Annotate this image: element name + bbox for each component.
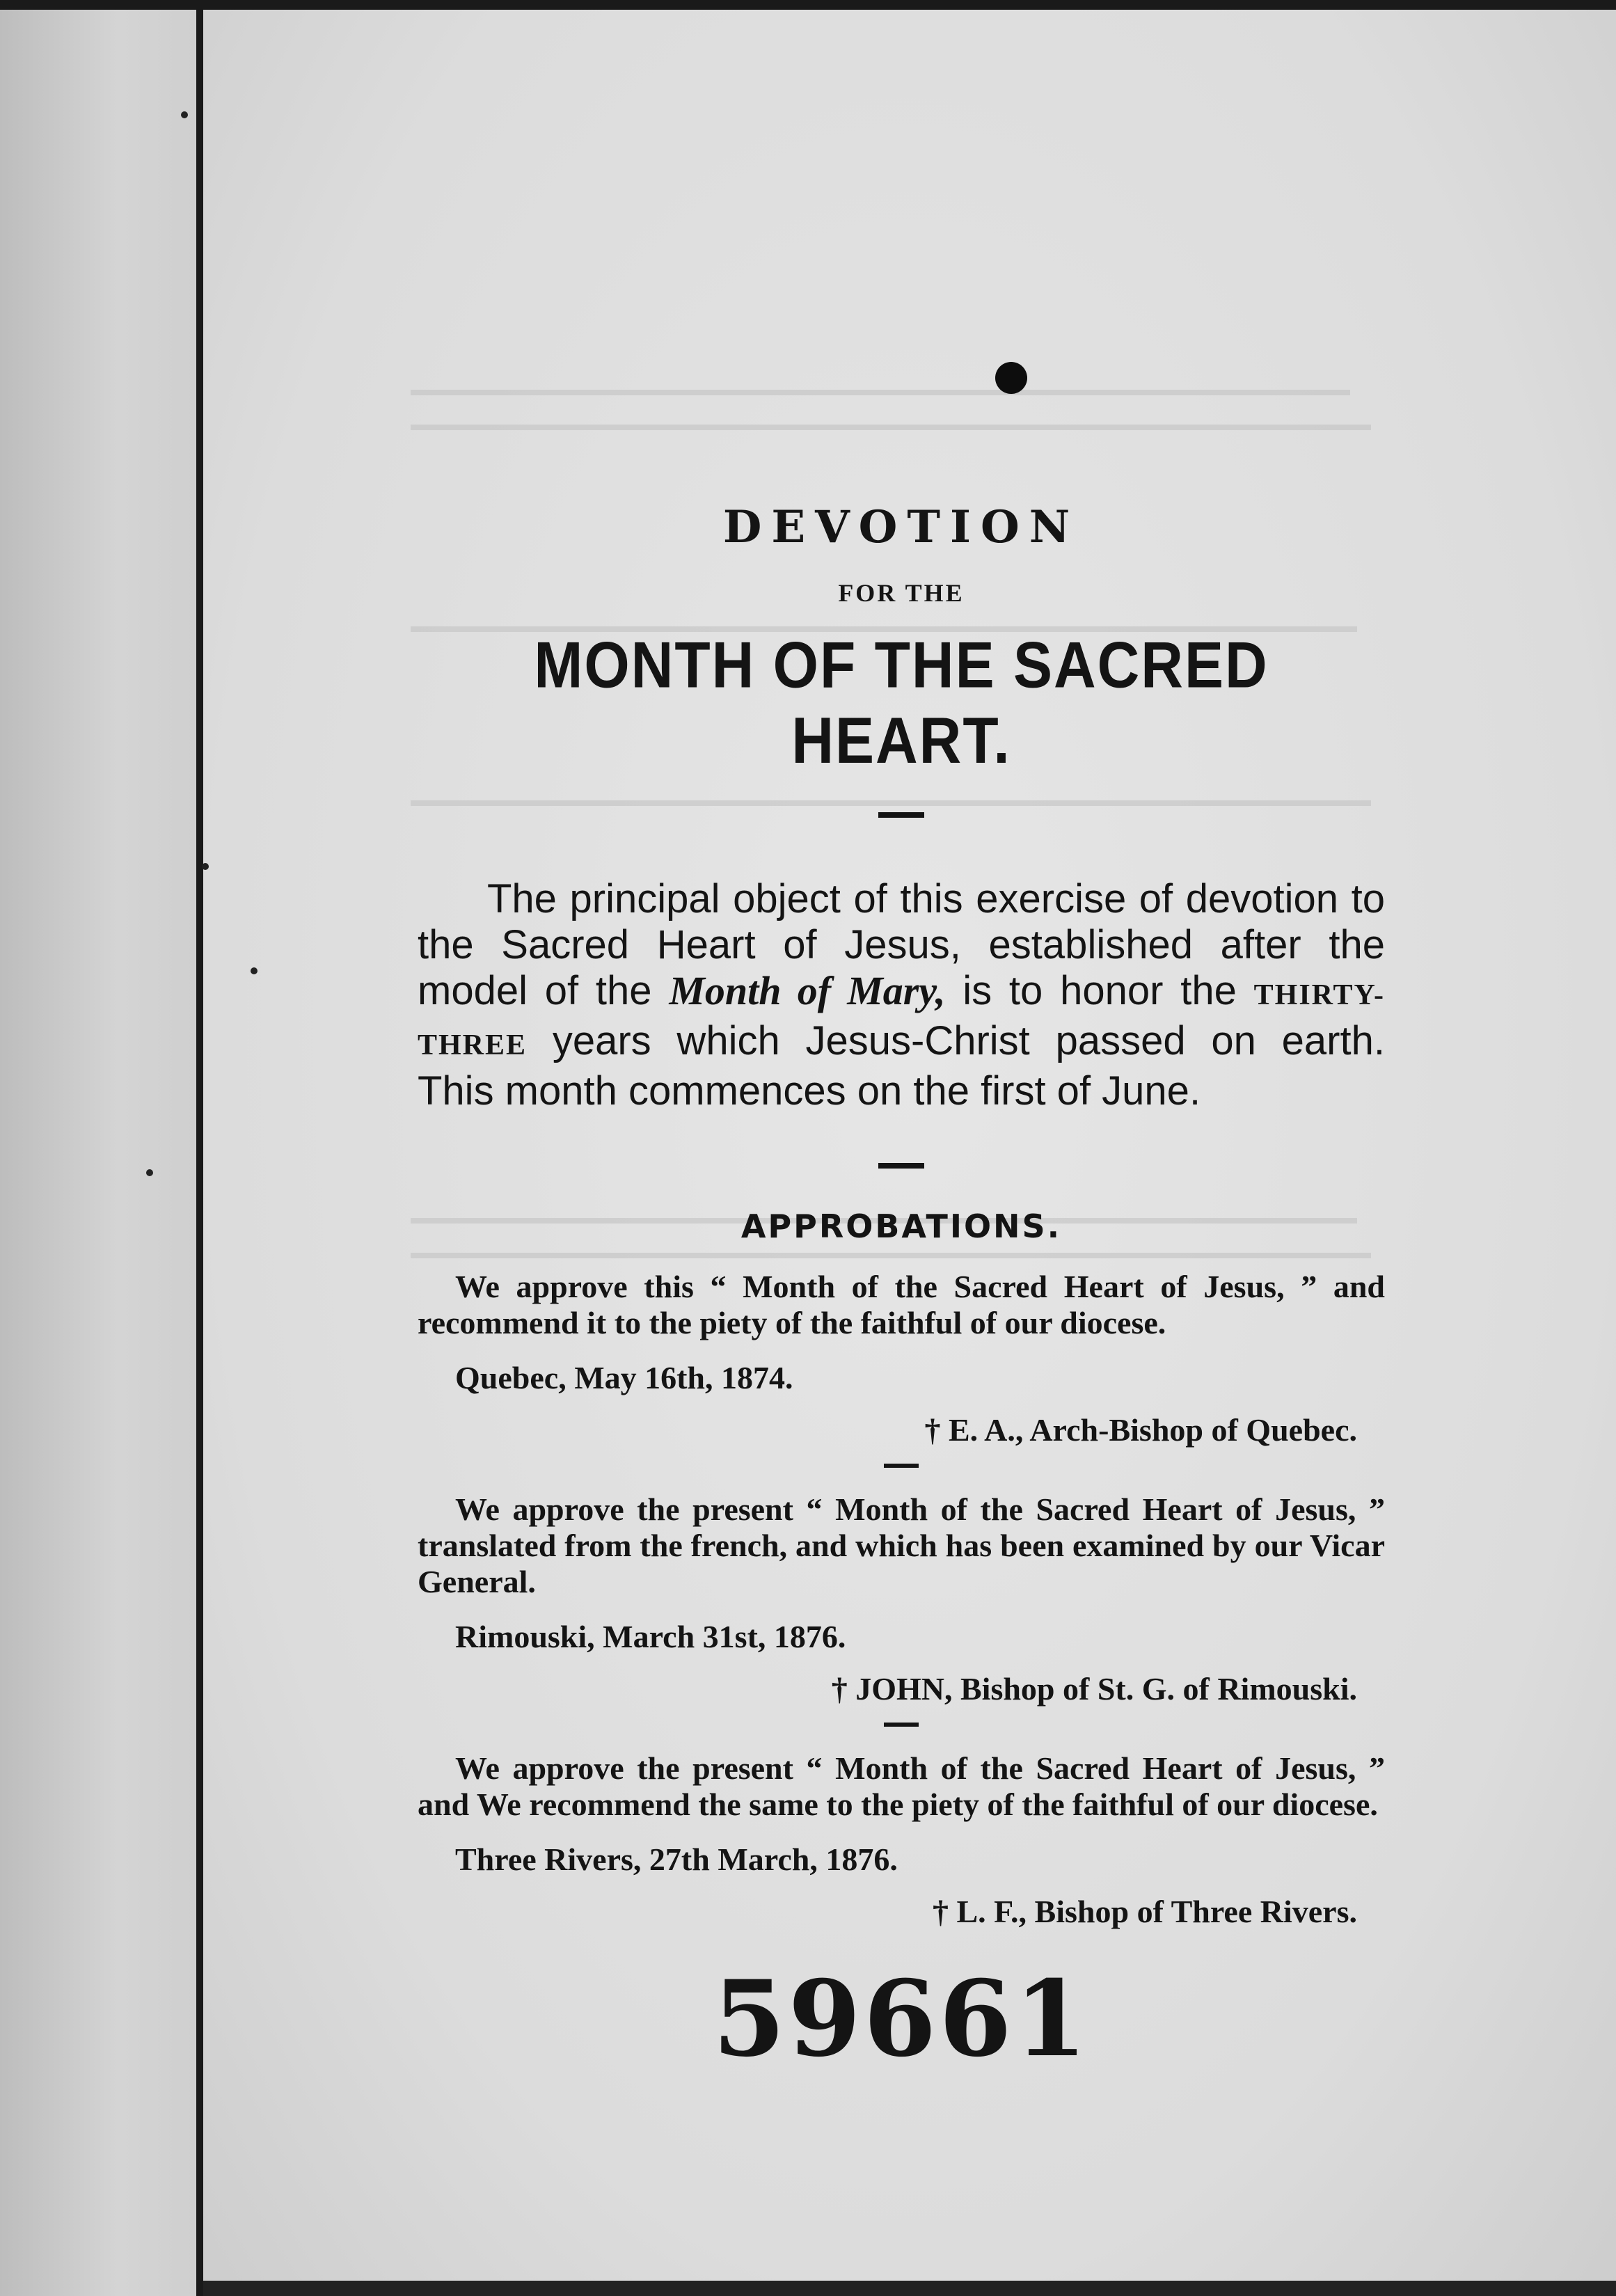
ink-blot: [995, 362, 1027, 394]
intro-emphasis: Month of Mary,: [669, 968, 946, 1013]
approval-text: We approve the present “ Month of the Sacred Heart of Jesus, ” translated from the french, and which has been examined by our Vicar General.: [418, 1491, 1385, 1599]
approval-text: We approve the present “ Month of the Sacred Heart of Jesus, ” and We recommend the same to the piety of the faithful of our diocese.: [418, 1750, 1385, 1822]
approval-place-date: Three Rivers, 27th March, 1876.: [455, 1842, 898, 1877]
approval-signature: † JOHN, Bishop of St. G. of Rimouski.: [831, 1671, 1357, 1707]
approval-block: [418, 1750, 1385, 1930]
heading: DEVOTION: [722, 501, 1080, 553]
approval-block: [418, 1269, 1385, 1448]
top-edge: [0, 0, 1616, 10]
divider: [884, 1464, 919, 1468]
speck: [146, 1169, 153, 1176]
subheading: FOR THE: [838, 579, 965, 607]
approval-place-date: Quebec, May 16th, 1874.: [455, 1360, 793, 1395]
approval-signature: † E. A., Arch-Bishop of Quebec.: [924, 1412, 1357, 1448]
intro-small-caps: THIRTY-THREE: [418, 979, 1385, 1061]
intro-text: The principal object of this exercise of devotion to the Sacred Heart of Jesus, established after the model of the: [418, 876, 1385, 1013]
intro-paragraph: [418, 876, 1385, 1114]
document-body: [418, 487, 1385, 2080]
approval-text: We approve this “ Month of the Sacred Heart of Jesus, ” and recommend it to the piety of the faithful of our diocese.: [418, 1269, 1385, 1340]
intro-text: is to honor the: [945, 968, 1254, 1013]
approval-signature: † L. F., Bishop of Three Rivers.: [933, 1894, 1357, 1929]
main-title: MONTH OF THE SACRED HEART.: [534, 628, 1269, 777]
left-margin: [0, 0, 196, 2296]
catalog-number: 59661: [713, 1958, 1090, 2080]
divider: [884, 1723, 919, 1727]
bleed-through-line: [411, 390, 1350, 395]
approval-block: [418, 1491, 1385, 1707]
binding-edge: [196, 0, 203, 2296]
divider: [878, 1163, 924, 1169]
bleed-through-line: [411, 425, 1371, 430]
approval-place-date: Rimouski, March 31st, 1876.: [455, 1619, 846, 1654]
intro-text: years which Jesus-Christ passed on earth. This month commences on the first of June.: [418, 1018, 1385, 1114]
speck: [181, 111, 188, 118]
bottom-edge: [203, 2281, 1616, 2296]
speck: [251, 967, 258, 974]
approbations-title: APPROBATIONS.: [740, 1208, 1062, 1245]
speck: [202, 863, 209, 870]
divider: [878, 812, 924, 818]
